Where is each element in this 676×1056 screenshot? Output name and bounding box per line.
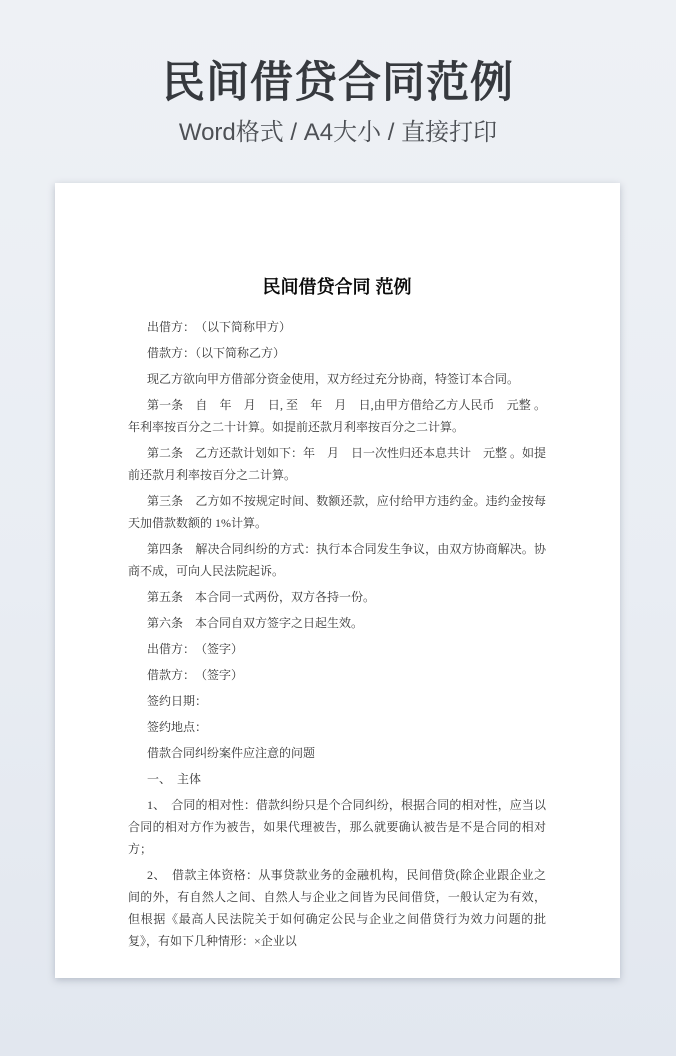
doc-paragraph: 签约地点： [147,720,208,734]
page-subtitle: Word格式 / A4大小 / 直接打印 [178,118,498,146]
doc-paragraph: 第六条 本合同自双方签字之日起生效。 [147,616,364,630]
doc-paragraph: 第三条 乙方如不按规定时间、数额还款，应付给甲方违约金。违约金按每天加借款数额的 1%计算。 [128,494,546,530]
document-body [128,316,546,952]
document-page [55,183,620,978]
doc-paragraph: 一、 主体 [147,772,202,786]
doc-paragraph: 借款方：（以下简称乙方） [147,346,286,360]
doc-paragraph: 出借方： （以下简称甲方） [147,320,292,334]
document-title: 民间借贷合同 范例 [262,277,412,297]
doc-paragraph: 签约日期： [147,694,208,708]
doc-paragraph: 出借方： （签字） [147,642,244,656]
doc-paragraph: 1、 合同的相对性：借款纠纷只是个合同纠纷，根据合同的相对性，应当以合同的相对方作为被告，如果代理被告，那么就要确认被告是不是合同的相对方； [128,798,546,856]
doc-paragraph: 借款合同纠纷案件应注意的问题 [147,746,316,760]
doc-paragraph: 第二条 乙方还款计划如下：年 月 日一次性归还本息共计 元整 。如提前还款月利率按百分之二计算。 [128,446,547,482]
doc-paragraph: 第一条 自 年 月 日, 至 年 月 日,由甲方借给乙方人民币 元整 。年利率按百分之二十计算。如提前还款月利率按百分之二计算。 [128,398,546,434]
doc-paragraph: 现乙方欲向甲方借部分资金使用，双方经过充分协商，特签订本合同。 [147,372,520,386]
doc-paragraph: 2、 借款主体资格：从事贷款业务的金融机构，民间借贷(除企业跟企业之间的外，有自然人之间、自然人与企业之间皆为民间借贷，一般认定为有效，但根据《最高人民法院关于如何确定公民与企业之间借贷行为效力问题的批复》，有如下几种情形：×企业以 [128,868,546,948]
doc-paragraph: 第四条 解决合同纠纷的方式：执行本合同发生争议，由双方协商解决。协商不成，可向人民法院起诉。 [128,542,546,578]
page-title: 民间借贷合同范例 [162,59,514,107]
doc-paragraph: 借款方： （签字） [147,668,244,682]
header [0,0,676,148]
doc-paragraph: 第五条 本合同一式两份，双方各持一份。 [147,590,376,604]
